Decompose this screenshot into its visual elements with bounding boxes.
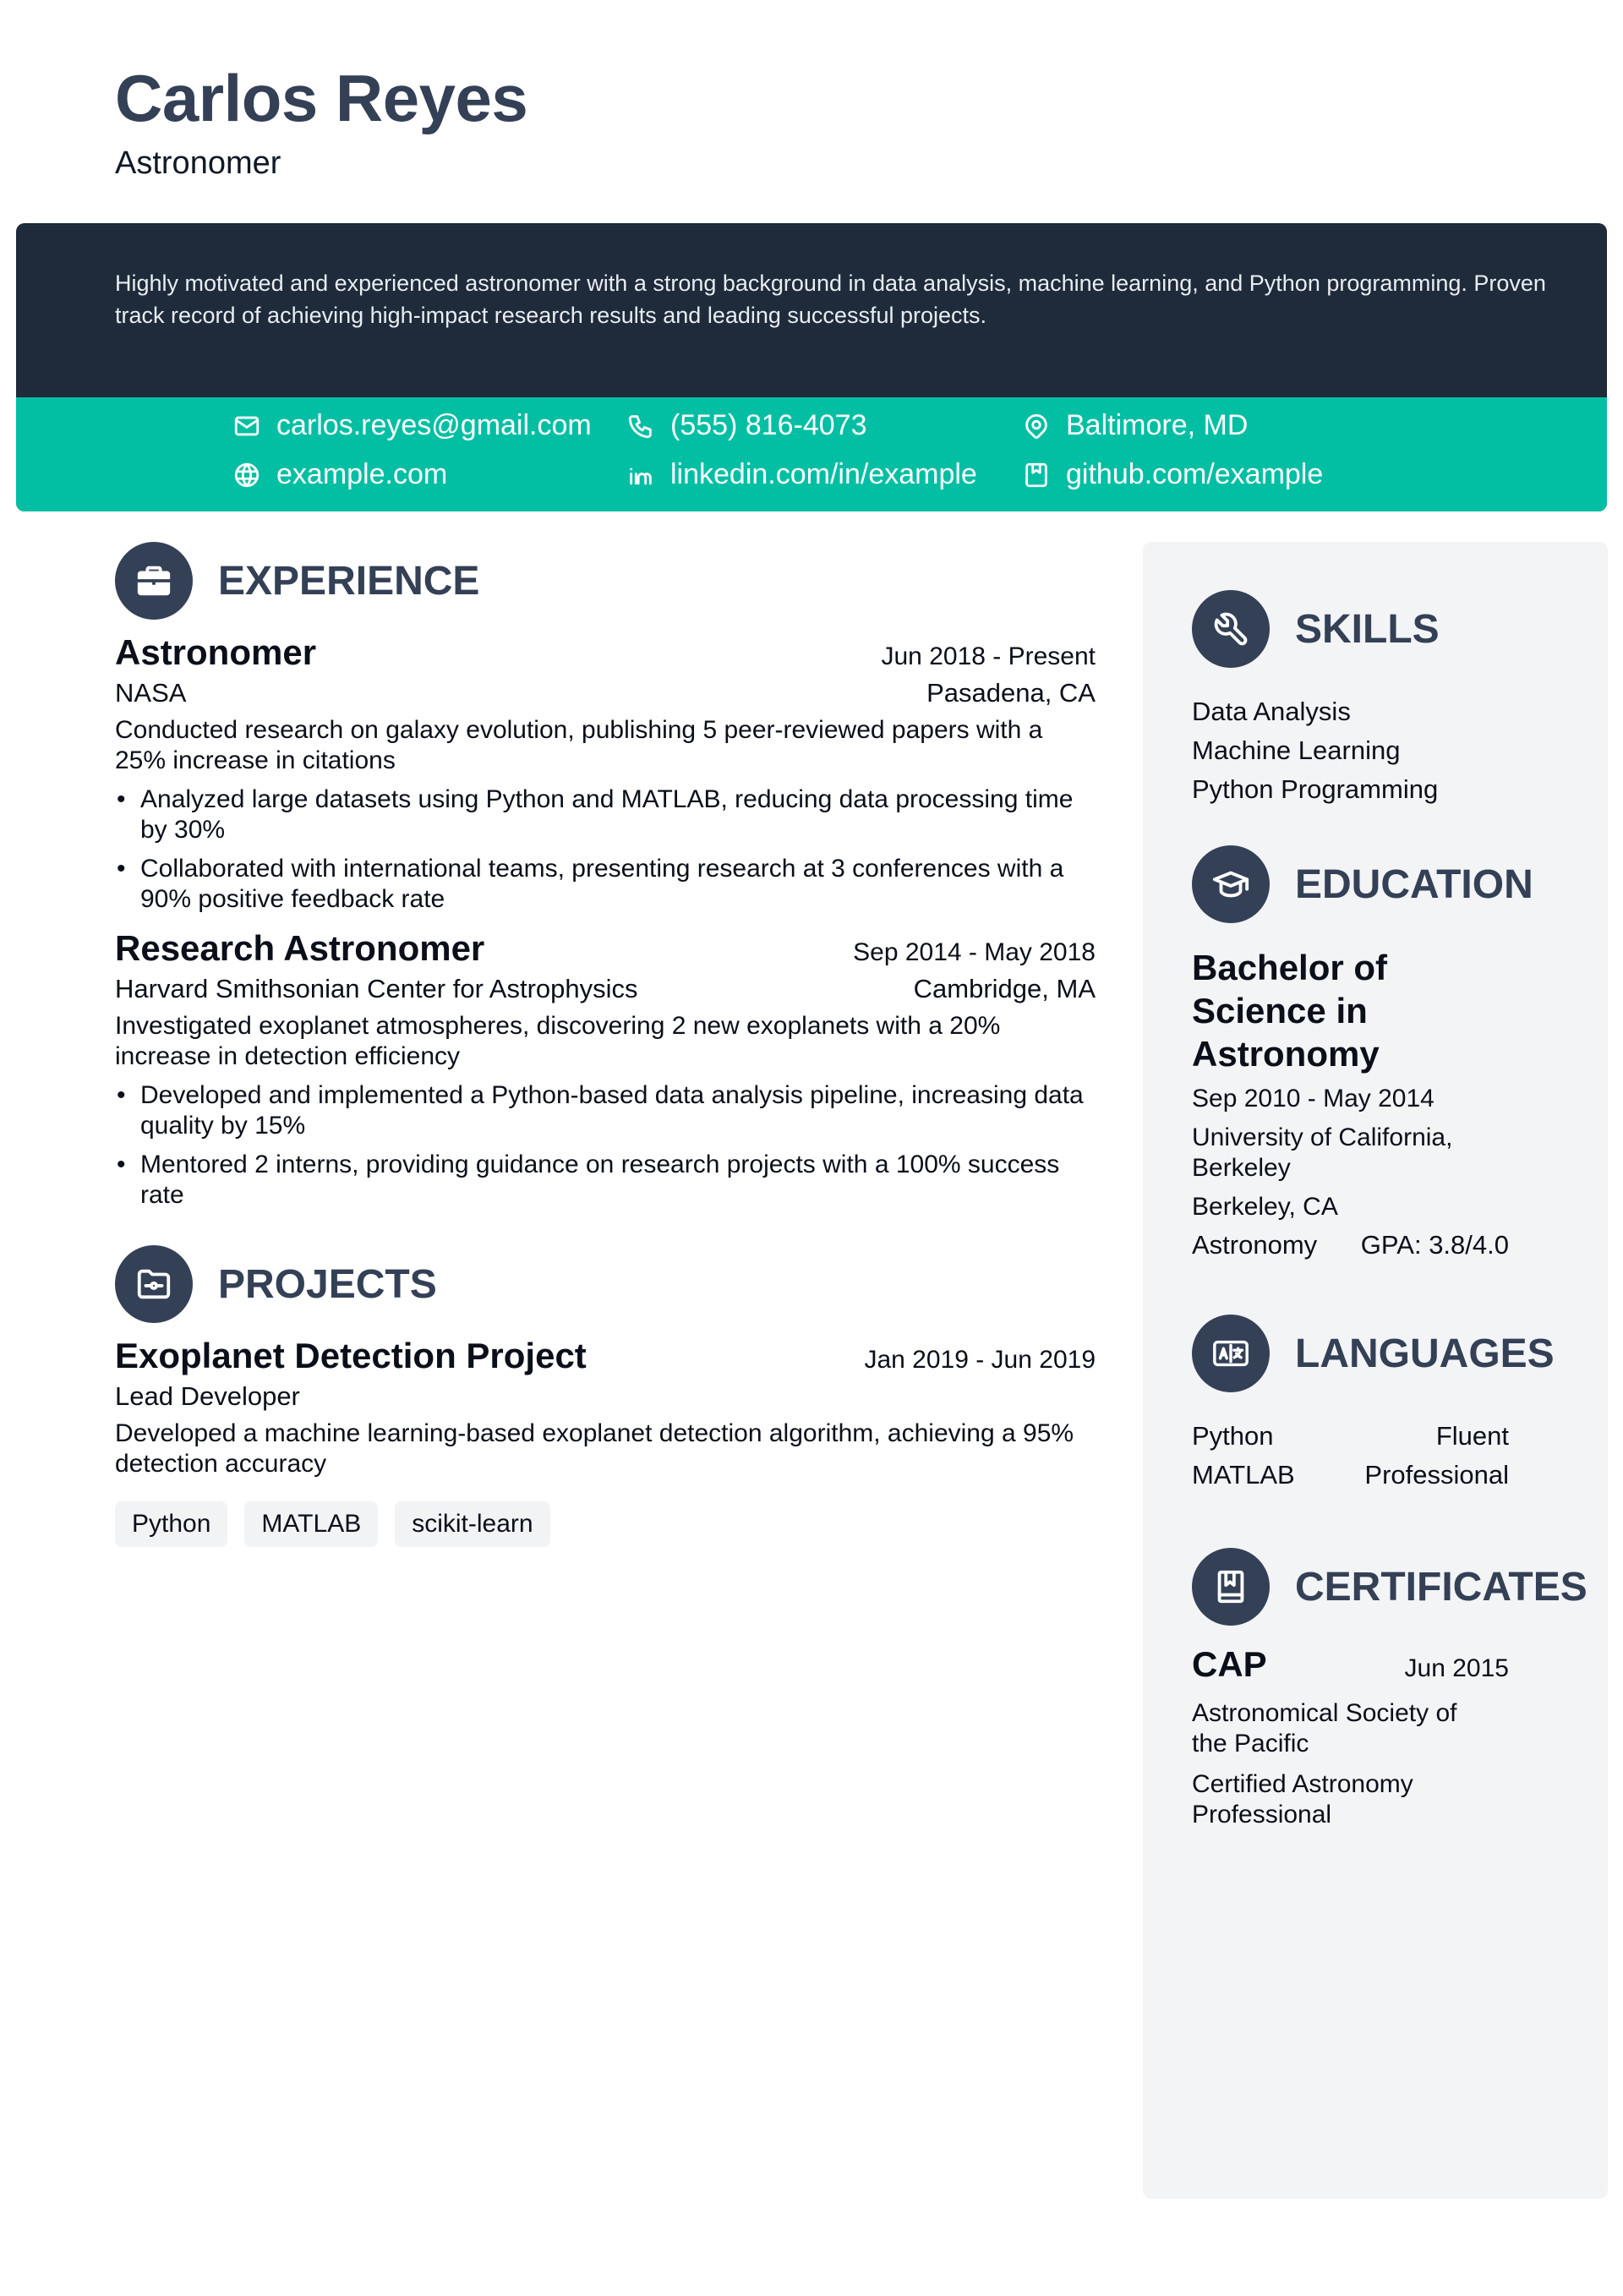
experience-entry — [115, 928, 1096, 1211]
contact-linkedin[interactable] — [626, 458, 977, 491]
education-gpa: GPA: 3.8/4.0 — [1360, 1230, 1509, 1260]
summary-text: Highly motivated and experienced astronomer with a strong background in data analysis, machine learning, and Python programming. Proven track record of achieving high-impact research results and leading successful projects. — [115, 271, 1546, 328]
job-date: Sep 2014 - May 2018 — [853, 938, 1096, 966]
languages-section-header — [1192, 1314, 1581, 1393]
github-icon — [1022, 461, 1051, 489]
skill-item: Python Programming — [1192, 774, 1439, 804]
project-tags — [115, 1501, 1096, 1547]
language-name: Python — [1192, 1421, 1274, 1451]
language-row — [1192, 1417, 1509, 1456]
job-description: Conducted research on galaxy evolution, publishing 5 peer-reviewed papers with a 25% increase in citations — [115, 716, 1043, 774]
experience-heading: EXPERIENCE — [218, 558, 480, 604]
education-icon-badge — [1192, 845, 1270, 923]
globe-icon — [232, 461, 261, 489]
skills-section-header — [1192, 589, 1581, 669]
certificates-section-header — [1192, 1547, 1587, 1626]
contact-website[interactable] — [232, 458, 447, 491]
job-bullets — [115, 784, 1096, 915]
job-bullet: • Mentored 2 interns, providing guidance on research projects with a 100% success rate — [115, 1150, 1096, 1211]
education-field-row — [1192, 1226, 1509, 1265]
experience-icon-badge — [115, 542, 193, 620]
project-tag: Python — [115, 1501, 227, 1547]
certificates-heading: CERTIFICATES — [1295, 1564, 1587, 1610]
project-tag: scikit-learn — [395, 1501, 549, 1547]
languages-heading: LANGUAGES — [1295, 1331, 1555, 1376]
projects-icon-badge — [115, 1245, 193, 1323]
job-bullet: • Collaborated with international teams, presenting research at 3 conferences with a 90% positive feedback rate — [115, 854, 1096, 915]
certificate-date: Jun 2015 — [1404, 1654, 1509, 1682]
candidate-name: Carlos Reyes — [115, 61, 528, 135]
experience-entry — [115, 632, 1096, 915]
job-company: Harvard Smithsonian Center for Astrophysics — [115, 974, 638, 1003]
certificates-icon-badge — [1192, 1548, 1270, 1626]
skills-list — [1192, 692, 1581, 809]
contact-email[interactable] — [232, 409, 592, 442]
contact-website-text: example.com — [276, 458, 448, 490]
project-tag: MATLAB — [244, 1501, 378, 1547]
languages-list — [1192, 1417, 1581, 1495]
job-title: Research Astronomer — [115, 928, 485, 968]
education-heading: EDUCATION — [1295, 861, 1533, 907]
job-bullets — [115, 1080, 1096, 1211]
project-role: Lead Developer — [115, 1381, 300, 1411]
certificate-row — [1192, 1645, 1509, 1688]
sidebar — [1143, 542, 1608, 2199]
languages-icon-badge — [1192, 1315, 1270, 1392]
projects-section-header — [115, 1244, 1096, 1324]
contact-linkedin-text: linkedin.com/in/example — [670, 458, 977, 490]
project-description: Developed a machine learning-based exoplanet detection algorithm, achieving a 95% detection accuracy — [115, 1419, 1074, 1478]
main-column — [115, 541, 1096, 1547]
job-location: Cambridge, MA — [913, 974, 1096, 1003]
summary-panel — [16, 223, 1607, 511]
folder-icon — [134, 1265, 173, 1304]
language-level: Professional — [1364, 1460, 1509, 1490]
skill-item: Machine Learning — [1192, 735, 1401, 765]
experience-section-header — [115, 541, 1096, 620]
candidate-title: Astronomer — [115, 145, 281, 181]
job-location: Pasadena, CA — [926, 678, 1096, 708]
education-section-header — [1192, 845, 1581, 924]
map-pin-icon — [1022, 412, 1051, 440]
graduation-cap-icon — [1211, 865, 1250, 904]
project-entry — [115, 1336, 1096, 1547]
project-title: Exoplanet Detection Project — [115, 1336, 587, 1375]
projects-heading: PROJECTS — [218, 1261, 437, 1307]
job-description: Investigated exoplanet atmospheres, discovering 2 new exoplanets with a 20% increase in detection efficiency — [115, 1012, 1001, 1070]
contact-phone-text: (555) 816-4073 — [670, 409, 867, 441]
linkedin-icon — [626, 461, 655, 489]
resume-header — [115, 61, 527, 182]
wrench-icon — [1211, 610, 1250, 648]
phone-icon — [626, 412, 655, 440]
job-bullet: • Analyzed large datasets using Python and MATLAB, reducing data processing time by 30% — [115, 784, 1096, 845]
book-icon — [1211, 1567, 1250, 1606]
project-date: Jan 2019 - Jun 2019 — [864, 1346, 1096, 1374]
contact-location-text: Baltimore, MD — [1066, 409, 1249, 441]
contact-strip — [16, 397, 1607, 511]
briefcase-icon — [134, 561, 173, 600]
education-field: Astronomy — [1192, 1230, 1318, 1260]
education-location: Berkeley, CA — [1192, 1193, 1338, 1221]
job-bullet: • Developed and implemented a Python-based data analysis pipeline, increasing data quality by 15% — [115, 1080, 1096, 1141]
language-level: Fluent — [1435, 1421, 1509, 1451]
language-name: MATLAB — [1192, 1460, 1295, 1490]
translate-icon — [1211, 1334, 1250, 1373]
certificate-issuer: Astronomical Society of the Pacific — [1192, 1699, 1457, 1758]
certificate-description: Certified Astronomy Professional — [1192, 1770, 1413, 1829]
contact-github[interactable] — [1022, 458, 1323, 491]
education-degree: Bachelor of Science in Astronomy — [1192, 948, 1388, 1074]
skills-heading: SKILLS — [1295, 606, 1440, 652]
skill-item: Data Analysis — [1192, 697, 1351, 726]
job-company: NASA — [115, 678, 187, 708]
contact-location — [1022, 409, 1248, 442]
contact-email-text: carlos.reyes@gmail.com — [276, 409, 592, 441]
contact-phone[interactable] — [626, 409, 867, 442]
contact-github-text: github.com/example — [1066, 458, 1324, 490]
language-row — [1192, 1456, 1509, 1495]
skills-icon-badge — [1192, 590, 1270, 668]
mail-icon — [232, 412, 261, 440]
job-date: Jun 2018 - Present — [881, 642, 1096, 670]
job-title: Astronomer — [115, 632, 317, 672]
education-school: University of California, Berkeley — [1192, 1123, 1453, 1182]
education-date: Sep 2010 - May 2014 — [1192, 1085, 1434, 1112]
certificate-name: CAP — [1192, 1644, 1267, 1684]
